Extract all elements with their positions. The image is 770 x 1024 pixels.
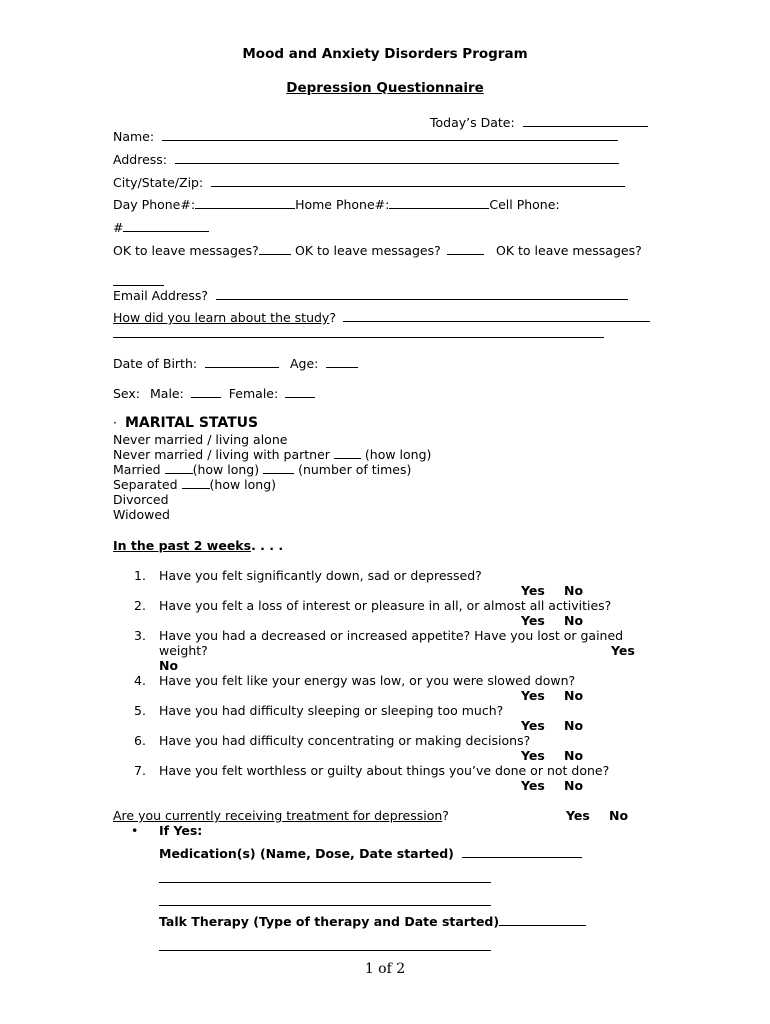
learn-study-field[interactable] (113, 310, 650, 325)
marital-title: MARITAL STATUS (124, 415, 259, 431)
if-yes-bullet: • (131, 823, 139, 838)
email-field[interactable] (113, 288, 628, 303)
ok-messages-line-2[interactable] (447, 253, 484, 255)
therapy-line[interactable] (499, 924, 586, 926)
therapy-field[interactable] (159, 914, 586, 929)
treatment-no[interactable]: No (609, 808, 629, 823)
question-3-number: 3. (134, 628, 146, 643)
marital-never-alone: Never married / living alone (113, 432, 288, 447)
female-label: Female: (228, 386, 279, 401)
married-times-line[interactable] (263, 472, 294, 474)
name-field[interactable] (113, 129, 618, 144)
messages-line-3-wrap (113, 274, 164, 289)
never-partner-line[interactable] (334, 457, 361, 459)
day-phone-label: Day Phone#: (113, 197, 196, 212)
question-1-no[interactable]: No (564, 583, 584, 598)
question-2-yes[interactable]: Yes (521, 613, 545, 628)
dob-label: Date of Birth: (113, 356, 198, 371)
learn-study-line-2[interactable] (113, 336, 604, 338)
form-title: Depression Questionnaire (286, 80, 484, 96)
messages-row-3 (496, 243, 642, 258)
messages-row-2 (295, 243, 484, 258)
never-partner-how-long: (how long) (364, 447, 432, 462)
question-3-text: Have you had a decreased or increased appetite? Have you lost or gained (159, 628, 624, 643)
male-line[interactable] (191, 396, 221, 398)
separated-line[interactable] (182, 487, 210, 489)
female-line[interactable] (285, 396, 315, 398)
name-label: Name: (113, 129, 155, 144)
if-yes-label: If Yes: (159, 823, 203, 838)
question-6-number: 6. (134, 733, 146, 748)
question-1-text: Have you felt significantly down, sad or depressed? (159, 568, 482, 583)
medication-line-2[interactable] (159, 882, 491, 883)
address-label: Address: (113, 152, 167, 167)
never-partner-label: Never married / living with partner (113, 447, 330, 462)
marital-divorced: Divorced (113, 492, 169, 507)
email-label: Email Address? (113, 288, 209, 303)
medication-field[interactable] (159, 846, 582, 861)
marital-bullet: · (113, 415, 117, 430)
question-2-text: Have you felt a loss of interest or pleasure in all, or almost all activities? (159, 598, 612, 613)
page-number: 1 of 2 (364, 961, 406, 977)
cell-phone-continued (113, 220, 209, 235)
name-line[interactable] (162, 139, 618, 141)
marital-heading (113, 415, 258, 431)
sex-field (113, 386, 315, 401)
question-5-no[interactable]: No (564, 718, 584, 733)
medication-label: Medication(s) (Name, Dose, Date started) (159, 846, 454, 861)
question-7-no[interactable]: No (564, 778, 584, 793)
question-6-text: Have you had difficulty concentrating or making decisions? (159, 733, 531, 748)
question-2-number: 2. (134, 598, 146, 613)
question-3-yes[interactable]: Yes (611, 643, 635, 658)
marital-separated (113, 477, 276, 492)
todays-date-label: Today’s Date: (430, 115, 515, 130)
past-heading-dots: . . . . (251, 538, 284, 553)
home-phone-line[interactable] (389, 207, 489, 209)
age-label: Age: (290, 356, 319, 371)
home-phone-label: Home Phone#: (295, 197, 390, 212)
todays-date-field[interactable] (430, 115, 648, 130)
todays-date-line[interactable] (523, 125, 648, 127)
therapy-label: Talk Therapy (Type of therapy and Date started) (159, 914, 500, 929)
ok-messages-line-3[interactable] (113, 284, 164, 286)
past-two-weeks-heading (113, 538, 283, 553)
question-3-no[interactable]: No (159, 658, 179, 673)
separated-label: Separated (113, 477, 178, 492)
married-label: Married (113, 462, 161, 477)
email-line[interactable] (216, 298, 628, 300)
address-line[interactable] (175, 162, 619, 164)
treatment-question (113, 808, 449, 823)
question-4-yes[interactable]: Yes (521, 688, 545, 703)
cell-phone-label: Cell Phone: (489, 197, 560, 212)
cell-phone-line[interactable] (123, 230, 209, 232)
treatment-yes[interactable]: Yes (566, 808, 590, 823)
question-6-yes[interactable]: Yes (521, 748, 545, 763)
program-title: Mood and Anxiety Disorders Program (242, 46, 528, 62)
learn-study-label: How did you learn about the study (113, 310, 330, 325)
question-5-number: 5. (134, 703, 146, 718)
question-7-text: Have you felt worthless or guilty about things you’ve done or not done? (159, 763, 610, 778)
marital-never-partner (113, 447, 431, 462)
ok-messages-label-1: OK to leave messages? (113, 243, 259, 258)
question-6-no[interactable]: No (564, 748, 584, 763)
treatment-qmark: ? (442, 808, 449, 823)
married-number-times: (number of times) (298, 462, 412, 477)
day-phone-line[interactable] (195, 207, 295, 209)
learn-study-qmark: ? (329, 310, 336, 325)
city-state-zip-line[interactable] (211, 185, 625, 187)
city-state-zip-field[interactable] (113, 175, 625, 190)
messages-row (113, 243, 291, 258)
phones-row (113, 197, 560, 212)
question-2-no[interactable]: No (564, 613, 584, 628)
question-4-text: Have you felt like your energy was low, or you were slowed down? (159, 673, 576, 688)
sex-label: Sex: (113, 386, 141, 401)
question-4-number: 4. (134, 673, 146, 688)
dob-field[interactable] (113, 356, 279, 371)
ok-messages-label-3: OK to leave messages? (496, 243, 642, 258)
married-how-long-line[interactable] (165, 472, 193, 474)
hash-label: # (113, 220, 124, 235)
marital-married (113, 462, 411, 477)
separated-how-long: (how long) (209, 477, 277, 492)
age-field[interactable] (290, 356, 358, 371)
medication-line[interactable] (462, 856, 582, 858)
therapy-line-2[interactable] (159, 950, 491, 951)
age-line[interactable] (326, 366, 358, 368)
male-label: Male: (150, 386, 184, 401)
question-1-yes[interactable]: Yes (521, 583, 545, 598)
address-field[interactable] (113, 152, 619, 167)
question-7-number: 7. (134, 763, 146, 778)
ok-messages-label-2: OK to leave messages? (295, 243, 441, 258)
ok-messages-line-1[interactable] (259, 253, 291, 255)
question-7-yes[interactable]: Yes (521, 778, 545, 793)
question-3-text-cont: weight? (159, 643, 208, 658)
married-how-long: (how long) (192, 462, 260, 477)
learn-study-line[interactable] (343, 320, 650, 322)
marital-widowed: Widowed (113, 507, 170, 522)
treatment-question-text: Are you currently receiving treatment for depression (113, 808, 443, 823)
question-4-no[interactable]: No (564, 688, 584, 703)
dob-line[interactable] (205, 366, 279, 368)
question-5-text: Have you had difficulty sleeping or sleeping too much? (159, 703, 504, 718)
question-1-number: 1. (134, 568, 146, 583)
past-heading-text: In the past 2 weeks (113, 538, 252, 553)
question-5-yes[interactable]: Yes (521, 718, 545, 733)
learn-study-line2-wrap (113, 326, 604, 341)
medication-line-3[interactable] (159, 905, 491, 906)
city-state-zip-label: City/State/Zip: (113, 175, 204, 190)
